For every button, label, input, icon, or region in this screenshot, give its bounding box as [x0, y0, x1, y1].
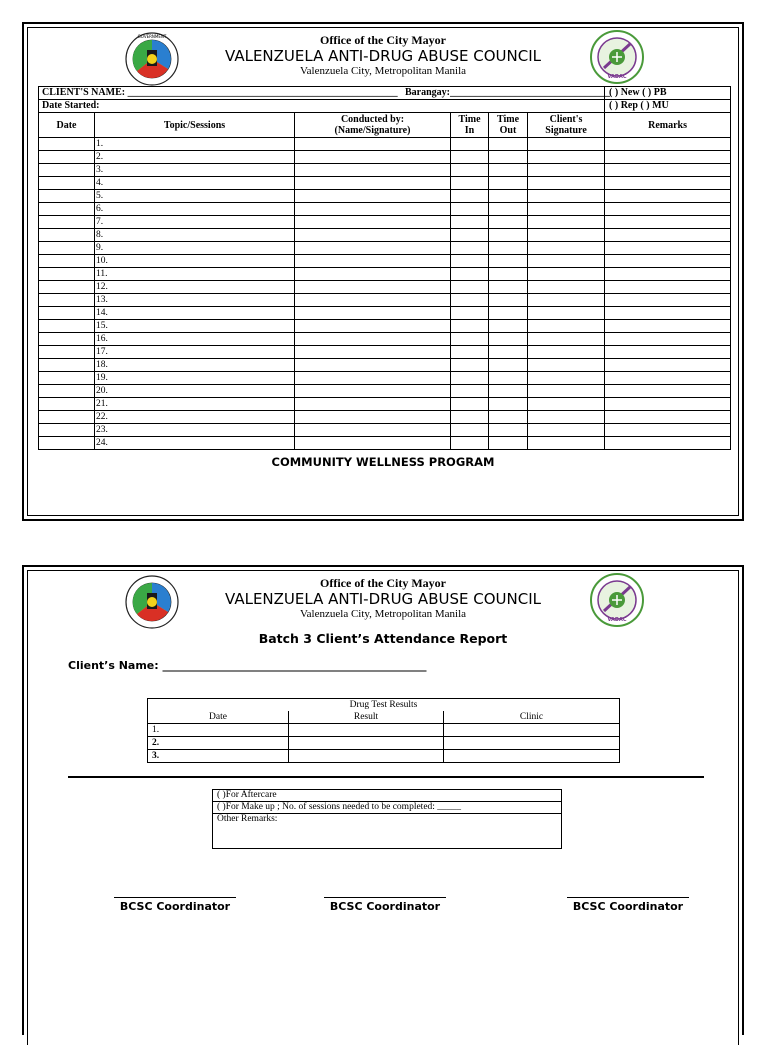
table-cell[interactable]: [489, 385, 528, 398]
table-cell[interactable]: [605, 359, 731, 372]
table-cell[interactable]: [489, 307, 528, 320]
table-cell[interactable]: [489, 203, 528, 216]
table-cell[interactable]: [489, 229, 528, 242]
table-cell[interactable]: [39, 268, 95, 281]
table-cell[interactable]: [605, 320, 731, 333]
session-number[interactable]: 2.: [95, 151, 295, 164]
table-cell[interactable]: [451, 164, 489, 177]
table-row: [39, 372, 731, 385]
table-header-row: [39, 113, 731, 138]
table-cell[interactable]: [489, 177, 528, 190]
table-cell[interactable]: [295, 242, 451, 255]
drug-test-row-num[interactable]: 3.: [148, 750, 289, 763]
table-cell[interactable]: [451, 190, 489, 203]
table-cell[interactable]: [451, 177, 489, 190]
table-cell[interactable]: [489, 281, 528, 294]
table-cell[interactable]: [295, 437, 451, 450]
table-cell[interactable]: [605, 281, 731, 294]
table-cell[interactable]: [295, 385, 451, 398]
table-cell[interactable]: [295, 346, 451, 359]
table-cell[interactable]: [295, 398, 451, 411]
col-client-signature: [528, 113, 605, 138]
aftercare-option[interactable]: ( )For Aftercare: [213, 790, 562, 802]
session-number[interactable]: 6.: [95, 203, 295, 216]
session-number[interactable]: 19.: [95, 372, 295, 385]
session-number[interactable]: 22.: [95, 411, 295, 424]
table-cell[interactable]: [489, 190, 528, 203]
table-cell[interactable]: [528, 164, 605, 177]
col-signature-line1: Client's: [549, 114, 583, 125]
table-cell[interactable]: [528, 229, 605, 242]
session-number[interactable]: 17.: [95, 346, 295, 359]
table-cell[interactable]: [451, 268, 489, 281]
signature-line[interactable]: [324, 897, 446, 898]
table-cell[interactable]: [451, 385, 489, 398]
table-cell[interactable]: [489, 242, 528, 255]
date-started-row: [39, 100, 731, 113]
svg-text:GOVERNMENT: GOVERNMENT: [137, 34, 167, 39]
table-row: [148, 737, 620, 750]
drug-test-result-cell[interactable]: [289, 737, 444, 750]
table-cell[interactable]: [39, 281, 95, 294]
col-topic: Topic/Sessions: [95, 113, 295, 138]
drug-test-col-date: Date: [148, 711, 289, 724]
table-cell[interactable]: [489, 151, 528, 164]
vadac-seal-icon: [590, 573, 644, 627]
session-number[interactable]: 5.: [95, 190, 295, 203]
table-cell[interactable]: [451, 437, 489, 450]
signature-block-3: [558, 897, 698, 913]
drug-test-clinic-cell[interactable]: [444, 737, 620, 750]
table-cell[interactable]: [528, 372, 605, 385]
table-cell[interactable]: [605, 190, 731, 203]
table-cell[interactable]: [295, 424, 451, 437]
table-cell[interactable]: [39, 229, 95, 242]
table-cell[interactable]: [39, 346, 95, 359]
report-title: Batch 3 Client’s Attendance Report: [258, 631, 508, 646]
table-cell[interactable]: [295, 255, 451, 268]
table-cell[interactable]: [528, 359, 605, 372]
table-cell[interactable]: [605, 307, 731, 320]
table-cell[interactable]: [489, 411, 528, 424]
table-cell[interactable]: [528, 242, 605, 255]
table-row: [39, 398, 731, 411]
status-options-1[interactable]: ( ) New ( ) PB: [605, 87, 731, 100]
table-row: [39, 294, 731, 307]
form-inner-border: [27, 27, 739, 516]
table-row: [39, 138, 731, 151]
session-number[interactable]: 16.: [95, 333, 295, 346]
col-time-in: [451, 113, 489, 138]
table-cell[interactable]: [451, 307, 489, 320]
col-time-in-line2: In: [464, 125, 475, 136]
table-cell[interactable]: [489, 359, 528, 372]
table-cell[interactable]: [489, 268, 528, 281]
table-cell[interactable]: [489, 437, 528, 450]
table-cell[interactable]: [605, 151, 731, 164]
session-number[interactable]: 3.: [95, 164, 295, 177]
drug-test-header-row: [148, 711, 620, 724]
col-time-in-line1: Time: [458, 114, 481, 125]
table-cell[interactable]: [39, 411, 95, 424]
table-cell[interactable]: [295, 229, 451, 242]
table-cell[interactable]: [39, 437, 95, 450]
drug-test-clinic-cell[interactable]: [444, 750, 620, 763]
table-cell[interactable]: [39, 242, 95, 255]
table-row: [39, 346, 731, 359]
signature-label: BCSC Coordinator: [119, 900, 231, 913]
office-title: Office of the City Mayor: [320, 33, 446, 47]
table-row: [39, 177, 731, 190]
table-row: [39, 164, 731, 177]
table-cell[interactable]: [451, 411, 489, 424]
table-cell[interactable]: [39, 398, 95, 411]
table-cell[interactable]: [528, 255, 605, 268]
table-row: [39, 242, 731, 255]
table-row: [39, 359, 731, 372]
table-cell[interactable]: [451, 216, 489, 229]
table-cell[interactable]: [451, 138, 489, 151]
table-cell[interactable]: [451, 372, 489, 385]
table-cell[interactable]: [295, 359, 451, 372]
session-number[interactable]: 14.: [95, 307, 295, 320]
drug-test-clinic-cell[interactable]: [444, 724, 620, 737]
table-cell[interactable]: [605, 294, 731, 307]
date-started-label[interactable]: Date Started:: [39, 100, 605, 113]
table-cell[interactable]: [528, 151, 605, 164]
table-cell[interactable]: [528, 385, 605, 398]
table-cell[interactable]: [528, 138, 605, 151]
table-cell[interactable]: [295, 294, 451, 307]
col-date: Date: [39, 113, 95, 138]
vadac-seal-text: VADAC: [607, 617, 627, 623]
table-cell[interactable]: [451, 424, 489, 437]
session-number[interactable]: 23.: [95, 424, 295, 437]
col-time-out: [489, 113, 528, 138]
drug-test-table: [147, 698, 620, 763]
table-cell[interactable]: [605, 203, 731, 216]
session-number[interactable]: 13.: [95, 294, 295, 307]
attendance-rows: [39, 138, 731, 450]
table-cell[interactable]: [489, 255, 528, 268]
table-row: [39, 385, 731, 398]
session-number[interactable]: 7.: [95, 216, 295, 229]
col-time-out-line1: Time: [496, 114, 520, 125]
table-row: [148, 750, 620, 763]
table-row: [39, 151, 731, 164]
table-cell[interactable]: [295, 281, 451, 294]
table-cell[interactable]: [605, 268, 731, 281]
signature-block-2: [315, 897, 455, 913]
session-number[interactable]: 10.: [95, 255, 295, 268]
table-row: [39, 203, 731, 216]
table-cell[interactable]: [605, 437, 731, 450]
barangay-label[interactable]: Barangay:________________________________: [405, 87, 610, 98]
table-cell[interactable]: [528, 281, 605, 294]
table-cell[interactable]: [489, 164, 528, 177]
table-cell[interactable]: [39, 294, 95, 307]
table-cell[interactable]: [528, 411, 605, 424]
session-number[interactable]: 1.: [95, 138, 295, 151]
table-row: [39, 320, 731, 333]
table-cell[interactable]: [489, 216, 528, 229]
vadac-seal-icon: [590, 30, 644, 84]
table-cell[interactable]: [295, 216, 451, 229]
report-inner-border: [27, 570, 739, 1045]
table-row: [39, 255, 731, 268]
col-conducted-line1: Conducted by:: [340, 114, 405, 125]
drug-test-row-num[interactable]: 1.: [148, 724, 289, 737]
table-cell[interactable]: [295, 307, 451, 320]
table-row: [39, 268, 731, 281]
table-cell[interactable]: [39, 138, 95, 151]
table-cell[interactable]: [39, 372, 95, 385]
table-cell[interactable]: [451, 398, 489, 411]
table-row: [39, 216, 731, 229]
signature-line[interactable]: [567, 897, 689, 898]
table-cell[interactable]: [605, 411, 731, 424]
table-cell[interactable]: [451, 333, 489, 346]
table-cell[interactable]: [451, 359, 489, 372]
drug-test-row-num[interactable]: 2.: [148, 737, 289, 750]
table-cell[interactable]: [451, 294, 489, 307]
table-cell[interactable]: [528, 398, 605, 411]
table-cell[interactable]: [39, 164, 95, 177]
city-subtitle: Valenzuela City, Metropolitan Manila: [299, 65, 467, 77]
table-cell[interactable]: [295, 177, 451, 190]
table-cell[interactable]: [451, 203, 489, 216]
table-cell[interactable]: [605, 424, 731, 437]
table-cell[interactable]: [451, 281, 489, 294]
table-row: [39, 437, 731, 450]
session-number[interactable]: 20.: [95, 385, 295, 398]
program-footer: COMMUNITY WELLNESS PROGRAM: [271, 455, 495, 469]
table-cell[interactable]: [605, 229, 731, 242]
table-cell[interactable]: [295, 268, 451, 281]
table-cell[interactable]: [489, 372, 528, 385]
table-cell[interactable]: [295, 190, 451, 203]
table-cell[interactable]: [295, 333, 451, 346]
table-cell[interactable]: [605, 138, 731, 151]
council-title: VALENZUELA ANTI-DRUG ABUSE COUNCIL: [225, 47, 541, 65]
table-cell[interactable]: [451, 320, 489, 333]
table-cell[interactable]: [295, 164, 451, 177]
table-row: [148, 724, 620, 737]
client-name-row: [39, 87, 731, 100]
table-cell[interactable]: [528, 190, 605, 203]
table-cell[interactable]: [39, 359, 95, 372]
section-divider: [68, 776, 704, 778]
signature-label: BCSC Coordinator: [572, 900, 684, 913]
table-cell[interactable]: [528, 320, 605, 333]
drug-test-title: Drug Test Results: [148, 699, 620, 712]
table-cell[interactable]: [39, 177, 95, 190]
table-cell[interactable]: [605, 255, 731, 268]
table-cell[interactable]: [605, 333, 731, 346]
table-cell[interactable]: [605, 164, 731, 177]
table-row: [39, 307, 731, 320]
attendance-report-page: [22, 565, 744, 1035]
drug-test-result-cell[interactable]: [289, 750, 444, 763]
table-row: [39, 411, 731, 424]
table-cell[interactable]: [489, 138, 528, 151]
table-cell[interactable]: [39, 216, 95, 229]
table-cell[interactable]: [528, 346, 605, 359]
table-cell[interactable]: [451, 242, 489, 255]
drug-test-col-clinic: Clinic: [444, 711, 620, 724]
drug-test-col-result: Result: [289, 711, 444, 724]
drug-test-result-cell[interactable]: [289, 724, 444, 737]
session-number[interactable]: 11.: [95, 268, 295, 281]
table-cell[interactable]: [39, 307, 95, 320]
table-row: [39, 333, 731, 346]
table-row: [39, 281, 731, 294]
table-cell[interactable]: [451, 229, 489, 242]
makeup-option[interactable]: ( )For Make up ; No. of sessions needed to be completed: _____: [213, 802, 562, 814]
table-cell[interactable]: [39, 385, 95, 398]
attendance-table: [38, 86, 731, 450]
status-options-2[interactable]: ( ) Rep ( ) MU: [605, 100, 731, 113]
client-name-label[interactable]: CLIENT'S NAME: ______________________________________________________: [42, 87, 398, 98]
session-number[interactable]: 4.: [95, 177, 295, 190]
table-cell[interactable]: [605, 398, 731, 411]
table-cell[interactable]: [39, 190, 95, 203]
signature-line[interactable]: [114, 897, 236, 898]
signature-block-1: [105, 897, 245, 913]
table-cell[interactable]: [489, 294, 528, 307]
table-cell[interactable]: [528, 437, 605, 450]
table-cell[interactable]: [489, 424, 528, 437]
city-subtitle: Valenzuela City, Metropolitan Manila: [299, 608, 467, 620]
table-cell[interactable]: [451, 151, 489, 164]
table-cell[interactable]: [489, 320, 528, 333]
table-cell[interactable]: [295, 411, 451, 424]
table-cell[interactable]: [295, 203, 451, 216]
table-cell[interactable]: [605, 242, 731, 255]
col-conducted-line2: (Name/Signature): [334, 125, 411, 136]
table-cell[interactable]: [39, 151, 95, 164]
col-time-out-line2: Out: [499, 125, 517, 136]
table-cell[interactable]: [528, 177, 605, 190]
table-cell[interactable]: [605, 346, 731, 359]
table-cell[interactable]: [489, 398, 528, 411]
table-cell[interactable]: [451, 255, 489, 268]
office-title: Office of the City Mayor: [320, 576, 446, 590]
table-cell[interactable]: [528, 268, 605, 281]
other-remarks-field[interactable]: Other Remarks:: [213, 814, 562, 849]
client-name-field[interactable]: Client’s Name: ________________________________________________: [68, 659, 427, 672]
table-cell[interactable]: [39, 424, 95, 437]
table-cell[interactable]: [605, 372, 731, 385]
table-cell[interactable]: [528, 424, 605, 437]
col-signature-line2: Signature: [545, 125, 587, 136]
table-row: [39, 229, 731, 242]
session-number[interactable]: 18.: [95, 359, 295, 372]
session-number[interactable]: 24.: [95, 437, 295, 450]
table-cell[interactable]: [39, 333, 95, 346]
session-number[interactable]: 12.: [95, 281, 295, 294]
table-cell[interactable]: [39, 203, 95, 216]
table-cell[interactable]: [528, 203, 605, 216]
table-cell[interactable]: [295, 151, 451, 164]
table-cell[interactable]: [39, 255, 95, 268]
attendance-form-page: [22, 22, 744, 521]
table-cell[interactable]: [605, 177, 731, 190]
table-cell[interactable]: [528, 307, 605, 320]
table-cell[interactable]: [528, 294, 605, 307]
table-cell[interactable]: [528, 333, 605, 346]
table-row: [39, 424, 731, 437]
remarks-box: [212, 789, 562, 849]
table-cell[interactable]: [605, 385, 731, 398]
table-cell[interactable]: [605, 216, 731, 229]
table-cell[interactable]: [295, 138, 451, 151]
vadac-seal-text: VADAC: [607, 74, 627, 80]
signature-label: BCSC Coordinator: [329, 900, 441, 913]
table-cell[interactable]: [489, 346, 528, 359]
table-cell[interactable]: [295, 372, 451, 385]
table-cell[interactable]: [295, 320, 451, 333]
table-cell[interactable]: [489, 333, 528, 346]
col-conducted: [295, 113, 451, 138]
session-number[interactable]: 15.: [95, 320, 295, 333]
council-title: VALENZUELA ANTI-DRUG ABUSE COUNCIL: [225, 590, 541, 608]
session-number[interactable]: 8.: [95, 229, 295, 242]
table-cell[interactable]: [451, 346, 489, 359]
table-row: [39, 190, 731, 203]
table-cell[interactable]: [528, 216, 605, 229]
table-cell[interactable]: [39, 320, 95, 333]
session-number[interactable]: 9.: [95, 242, 295, 255]
drug-test-title-row: [148, 699, 620, 712]
session-number[interactable]: 21.: [95, 398, 295, 411]
col-remarks: Remarks: [605, 113, 731, 138]
